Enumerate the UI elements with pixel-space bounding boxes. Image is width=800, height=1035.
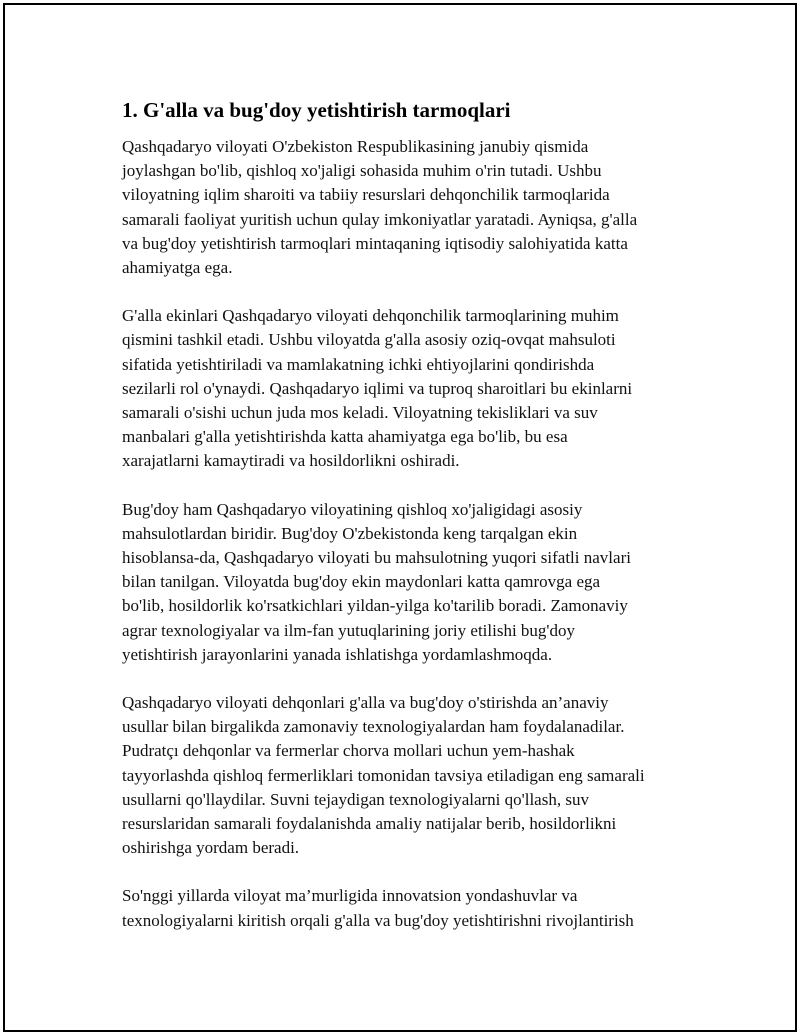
section-heading: 1. G'alla va bug'doy yetishtirish tarmoqlari [122,98,511,122]
page-frame [3,3,797,1032]
document-body [122,97,702,957]
paragraph-1: Qashqadaryo viloyati O'zbekiston Respublikasining janubiy qismida joylashgan bo'lib, qishloq xo'jaligi sohasida muhim o'rin tutadi. Ushbu viloyatning iqlim sharoiti va tabiiy resurslari dehqonchilik tarmoqlarida samarali faoliyat yuritish uchun qulay imkoniyatlar yaratadi. Ayniqsa, g'alla va bug'doy yetishtirish tarmoqlari mintaqaning iqtisodiy salohiyatida katta ahamiyatga ega. [122,137,638,278]
paragraph-3: Bug'doy ham Qashqadaryo viloyatining qishloq xo'jaligidagi asosiy mahsulotlardan biridir. Bug'doy O'zbekistonda keng tarqalgan ekin hisoblansa-da, Qashqadaryo viloyati bu mahsulotning yuqori sifatli navlari bilan tanilgan. Viloyatda bug'doy ekin maydonlari katta qamrovga ega bo'lib, hosildorlik ko'rsatkichlari yildan-yilga ko'tarilib boradi. Zamonaviy agrar texnologiyalar va ilm-fan yutuqlarining joriy etilishi bug'doy yetishtirish jarayonlarini yanada ishlatishga yordamlashmoqda. [122,499,631,664]
paragraph-4: Qashqadaryo viloyati dehqonlari g'alla va bug'doy o'stirishda an’anaviy usullar bilan birgalikda zamonaviy texnologiyalardan ham foydalanadilar. Pudratçı dehqonlar va fermerlar chorva mollari uchun yem-hashak tayyorlashda qishloq fermerliklari tomonidan tavsiya etiladigan eng samarali usullarni qo'llaydilar. Suvni tejaydigan texnologiyalarni qo'llash, suv resurslaridan samarali foydalanishda amaliy natijalar berib, hosildorlikni oshirishga yordam beradi. [122,693,645,858]
paragraph-5: So'nggi yillarda viloyat ma’murligida innovatsion yondashuvlar va texnologiyalarni kiritish orqali g'alla va bug'doy yetishtirishni rivojlantirish [122,886,634,930]
paragraph-2: G'alla ekinlari Qashqadaryo viloyati dehqonchilik tarmoqlarining muhim qismini tashkil etadi. Ushbu viloyatda g'alla asosiy oziq-ovqat mahsuloti sifatida yetishtiriladi va mamlakatning ichki ehtiyojlarini qondirishda sezilarli rol o'ynaydi. Qashqadaryo iqlimi va tuproq sharoitlari bu ekinlarni samarali o'sishi uchun juda mos keladi. Viloyatning tekisliklari va suv manbalari g'alla yetishtirishda katta ahamiyatga ega bo'lib, bu esa xarajatlarni kamaytiradi va hosildorlikni oshiradi. [122,306,633,471]
